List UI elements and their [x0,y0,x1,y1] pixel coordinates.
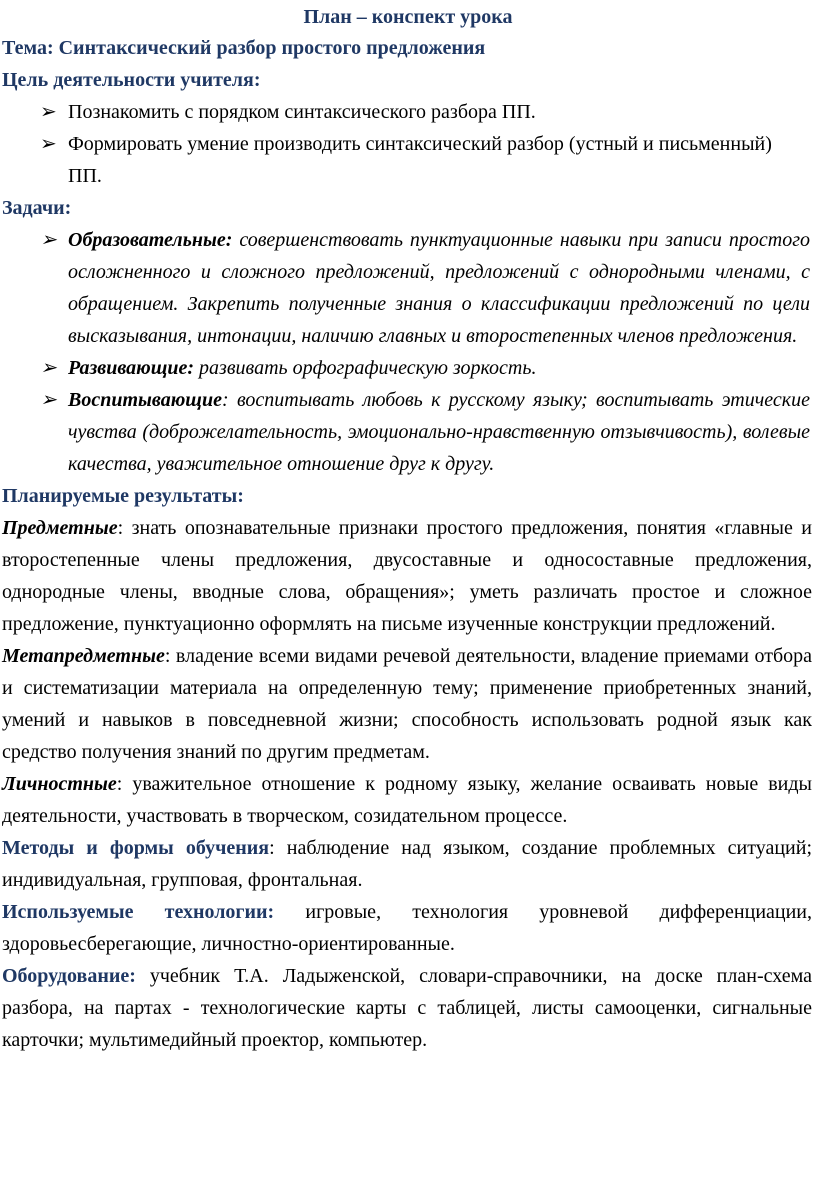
equipment-paragraph [2,960,814,1056]
topic-label: Тема: [2,37,54,59]
results-personal-text: : уважительное отношение к родному языку, желание осваивать новые виды деятельности, участвовать в творческом, созидательном процессе. [2,773,812,827]
list-item [2,352,814,384]
task-text: : воспитывать любовь к русскому языку; воспитывать этические чувства (доброжелательность, эмоционально-нравственную отзывчивость), волевые качества, уважительное отношение друг к другу. [68,389,810,475]
technologies-label: Используемые технологии: [2,901,275,923]
tasks-list [2,224,814,480]
results-meta-paragraph [2,640,814,768]
results-personal-label: Личностные [2,773,117,795]
task-text: развивать орфографическую зоркость. [199,357,537,379]
results-subject-paragraph [2,512,814,640]
task-name: Воспитывающие [68,389,222,411]
technologies-text: игровые, технология уровневой дифференциации, здоровьесберегающие, личностно-ориентированные. [2,901,813,955]
list-item [2,384,814,480]
page-title: План – конспект урока [303,6,513,28]
results-personal-paragraph [2,768,814,832]
arrow-bullet-icon: ➢ [40,101,57,123]
technologies-paragraph [2,896,814,960]
list-item [2,96,814,128]
task-name: Развивающие: [68,357,195,379]
topic-line [2,32,814,64]
methods-label: Методы и формы обучения [2,837,270,859]
results-subject-text: : знать опознавательные признаки простого предложения, понятия «главные и второстепенные члены предложения, двусоставные и односоставные предложения, однородные члены, вводные слова, обращения»; уметь различать простое и сложное предложение, пунктуационно оформлять на письме изученные конструкции предложений. [2,517,812,635]
task-text: совершенствовать пунктуационные навыки при записи простого осложненного и сложного предложений, предложений с однородными членами, с обращением. Закрепить полученные знания о классификации предложений по цели высказывания, интонации, наличию главных и второстепенных членов предложения. [68,229,810,347]
arrow-bullet-icon: ➢ [40,389,57,411]
equipment-text: учебник Т.А. Ладыженской, словари-справочники, на доске план-схема разбора, на партах - технологические карты с таблицей, листы самооценки, сигнальные карточки; мультимедийный проектор, компьютер. [2,965,812,1051]
topic-value: Синтаксический разбор простого предложения [58,37,486,59]
results-subject-label: Предметные [2,517,118,539]
arrow-bullet-icon: ➢ [40,229,57,251]
tasks-heading: Задачи: [2,197,72,219]
list-item [2,224,814,352]
teacher-goal-list [2,96,814,192]
results-heading: Планируемые результаты: [2,485,244,507]
goal-item-text: Формировать умение производить синтаксический разбор (устный и письменный) ПП. [68,133,772,187]
results-meta-label: Метапредметные [2,645,165,667]
task-name: Образовательные: [68,229,233,251]
list-item [2,128,814,192]
arrow-bullet-icon: ➢ [40,133,57,155]
teacher-goal-heading: Цель деятельности учителя: [2,69,261,91]
results-meta-text: : владение всеми видами речевой деятельности, владение приемами отбора и систематизации материала на определенную тему; применение приобретенных знаний, умений и навыков в повседневной жизни; способность использовать родной язык как средство получения знаний по другим предметам. [2,645,812,763]
methods-text: : наблюдение над языком, создание проблемных ситуаций; индивидуальная, групповая, фронтальная. [2,837,812,891]
methods-paragraph [2,832,814,896]
goal-item-text: Познакомить с порядком синтаксического разбора ПП. [68,101,536,123]
arrow-bullet-icon: ➢ [40,357,57,379]
equipment-label: Оборудование: [2,965,136,987]
